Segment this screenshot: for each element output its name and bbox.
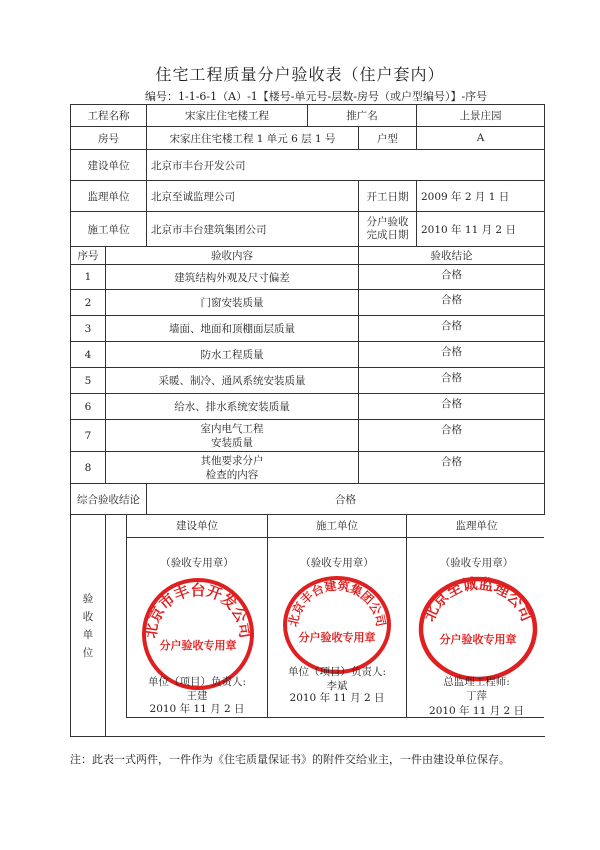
table-row (71, 265, 545, 290)
contractor-resp-label: 单位（项目）负责人: (287, 666, 387, 678)
table-row (71, 420, 545, 452)
table-row (71, 452, 545, 484)
item-result: 合格 (359, 265, 545, 290)
items-header-result: 验收结论 (359, 247, 545, 265)
item-content: 防水工程质量 (106, 342, 359, 368)
contractor-date: 2010 年 11 月 2 日 (289, 692, 385, 704)
builder-date: 2010 年 11 月 2 日 (149, 703, 245, 715)
supervisor-label: 监理单位 (71, 181, 147, 212)
table-row (71, 342, 545, 368)
builder-value: 北京市丰台开发公司 (147, 150, 545, 181)
table-row (71, 394, 545, 420)
item-content-line1: 室内电气工程 (200, 422, 264, 435)
item-no: 3 (71, 316, 106, 342)
item-content-line2: 安装质量 (211, 436, 253, 449)
item-result: 合格 (359, 452, 545, 484)
overall-value: 合格 (147, 484, 545, 515)
promo-name-label: 推广名 (308, 105, 417, 127)
supervisor-resp-label: 总监理工程师: (443, 676, 510, 688)
item-no: 1 (71, 265, 106, 290)
contractor-value: 北京市丰台建筑集团公司 (147, 212, 359, 247)
supervisor-seal (417, 575, 539, 683)
type-value: A (417, 127, 545, 150)
supervisor-date: 2010 年 11 月 2 日 (429, 705, 524, 717)
item-content-line2: 检查的内容 (205, 468, 259, 481)
item-no: 8 (71, 452, 106, 484)
item-content-line1: 其他要求分户 (200, 454, 264, 467)
builder-stamp-label: （验收专用章） (160, 557, 234, 569)
type-label: 户型 (359, 127, 417, 150)
supervisor-resp-name: 丁萍 (466, 690, 487, 702)
item-no: 2 (71, 290, 106, 316)
item-content (106, 452, 359, 484)
svg-text:分户验收专用章: 分户验收专用章 (439, 633, 517, 646)
project-name-label: 工程名称 (71, 105, 147, 127)
svg-text:北京丰台建筑集团公司: 北京丰台建筑集团公司 (285, 578, 389, 628)
form-title: 住宅工程质量分户验收表（住户套内） (155, 65, 445, 84)
room-label: 房号 (71, 127, 147, 150)
table-row (71, 368, 545, 394)
supervisor-resp (407, 675, 545, 703)
builder-resp-label: 单位（项目）负责人: (147, 676, 247, 688)
contractor-seal (282, 575, 392, 675)
item-content: 给水、排水系统安装质量 (106, 394, 359, 420)
svg-text:分户验收专用章: 分户验收专用章 (298, 631, 376, 644)
item-no: 4 (71, 342, 106, 368)
finish-date-label-line2: 完成日期 (366, 229, 409, 241)
form-code: 编号：1-1-6-1（A）-1【楼号-单元号-层数-房号（或户型编号）】-序号 (145, 90, 488, 103)
builder-resp-name: 王建 (186, 690, 208, 702)
item-result: 合格 (359, 290, 545, 316)
supervisor-signature-block (407, 515, 545, 718)
item-result: 合格 (359, 394, 545, 420)
acceptance-form (70, 104, 545, 737)
contractor-resp-name: 李斌 (326, 680, 348, 692)
footnote: 注：此表一式两件，一件作为《住宅质量保证书》的附件交给业主，一件由建设单位保存。 (70, 753, 510, 766)
finish-date-value: 2010 年 11 月 2 日 (417, 212, 545, 247)
signature-area (106, 515, 545, 737)
item-content: 建筑结构外观及尺寸偏差 (106, 265, 359, 290)
item-result: 合格 (359, 316, 545, 342)
finish-date-label-line1: 分户验收 (366, 216, 409, 228)
side-char: 验 (82, 592, 94, 605)
svg-text:北京市丰台开发公司: 北京市丰台开发公司 (141, 581, 255, 640)
svg-text:北京至诚监理公司: 北京至诚监理公司 (419, 575, 537, 625)
item-content: 墙面、地面和顶棚面层质量 (106, 316, 359, 342)
contractor-label: 施工单位 (71, 212, 147, 247)
builder-label: 建设单位 (71, 150, 147, 181)
supervisor-stamp-label: （验收专用章） (439, 557, 514, 569)
item-result: 合格 (359, 420, 545, 452)
item-result: 合格 (359, 342, 545, 368)
overall-label: 综合验收结论 (71, 484, 147, 515)
table-row (71, 290, 545, 316)
item-content: 门窗安装质量 (106, 290, 359, 316)
svg-text:分户验收专用章: 分户验收专用章 (159, 639, 237, 652)
room-value: 宋家庄住宅楼工程 1 单元 6 层 1 号 (147, 127, 359, 150)
item-content: 采暖、制冷、通风系统安装质量 (106, 368, 359, 394)
items-header-no: 序号 (71, 247, 106, 265)
items-header-content: 验收内容 (106, 247, 359, 265)
table-row (71, 316, 545, 342)
builder-signature-block (127, 515, 267, 718)
contractor-sign-head: 施工单位 (268, 515, 406, 538)
item-no: 7 (71, 420, 106, 452)
project-name-value: 宋家庄住宅楼工程 (147, 105, 308, 127)
start-date-label: 开工日期 (359, 181, 417, 212)
supervisor-value: 北京至诚监理公司 (147, 181, 359, 212)
contractor-stamp-label: （验收专用章） (300, 557, 374, 569)
builder-resp (127, 675, 267, 703)
acceptance-side-label (71, 515, 106, 737)
start-date-value: 2009 年 2 月 1 日 (417, 181, 545, 212)
promo-name-value: 上景庄园 (417, 105, 545, 127)
side-char: 单 (82, 628, 94, 641)
contractor-resp (268, 665, 406, 693)
finish-date-label (359, 212, 417, 247)
builder-sign-head: 建设单位 (127, 515, 267, 538)
side-char: 收 (82, 610, 94, 623)
item-no: 6 (71, 394, 106, 420)
side-char: 位 (82, 646, 94, 659)
supervisor-sign-head: 监理单位 (407, 515, 545, 538)
item-content (106, 420, 359, 452)
item-no: 5 (71, 368, 106, 394)
contractor-signature-block (268, 515, 406, 718)
item-result: 合格 (359, 368, 545, 394)
